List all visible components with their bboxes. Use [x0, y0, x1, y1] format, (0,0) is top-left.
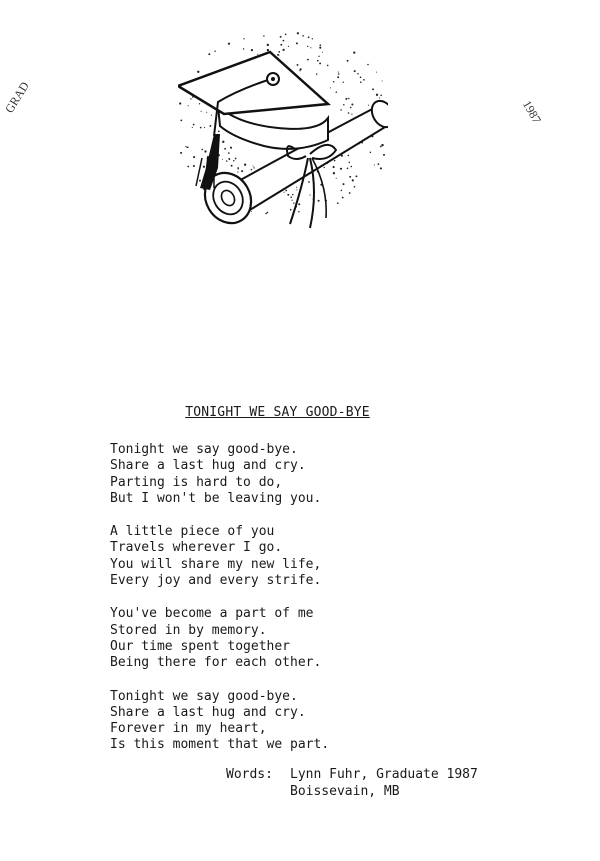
poem-stanza	[110, 689, 329, 754]
poem-line: Share a last hug and cry.	[110, 704, 306, 720]
credit-label: Words:	[226, 767, 273, 782]
poem-line: Our time spent together	[110, 638, 291, 654]
poem-line: Travels wherever I go.	[110, 540, 283, 556]
poem-line: Forever in my heart,	[110, 721, 267, 737]
corner-grad-text: GRAD	[2, 79, 32, 116]
credit-lines	[290, 767, 478, 800]
poem-line: Tonight we say good-bye.	[110, 688, 298, 704]
poem-body	[110, 442, 329, 771]
poem-line: Is this moment that we part.	[110, 737, 330, 753]
poem-line: You've become a part of me	[110, 606, 314, 622]
poem-line: But I won't be leaving you.	[110, 490, 322, 506]
poem-line: You will share my new life,	[110, 556, 322, 572]
poem-line: Share a last hug and cry.	[110, 458, 306, 474]
poem-stanza	[110, 442, 329, 507]
poem-stanza	[110, 606, 329, 671]
poem-line: Being there for each other.	[110, 655, 322, 671]
credit-author: Lynn Fuhr, Graduate 1987	[290, 767, 478, 782]
graduation-cap-and-diploma-icon	[178, 28, 388, 248]
poem-stanza	[110, 524, 329, 589]
credit-location: Boissevain, MB	[290, 783, 400, 799]
corner-year-text: 1987	[519, 98, 544, 126]
poem-title: TONIGHT WE SAY GOOD-BYE	[185, 405, 370, 420]
poem-line: Parting is hard to do,	[110, 474, 283, 490]
poem-line: Stored in by memory.	[110, 622, 267, 638]
author-credit	[226, 767, 478, 800]
poem-line: Tonight we say good-bye.	[110, 442, 298, 457]
poem-line: A little piece of you	[110, 524, 275, 540]
poem-line: Every joy and every strife.	[110, 573, 322, 589]
